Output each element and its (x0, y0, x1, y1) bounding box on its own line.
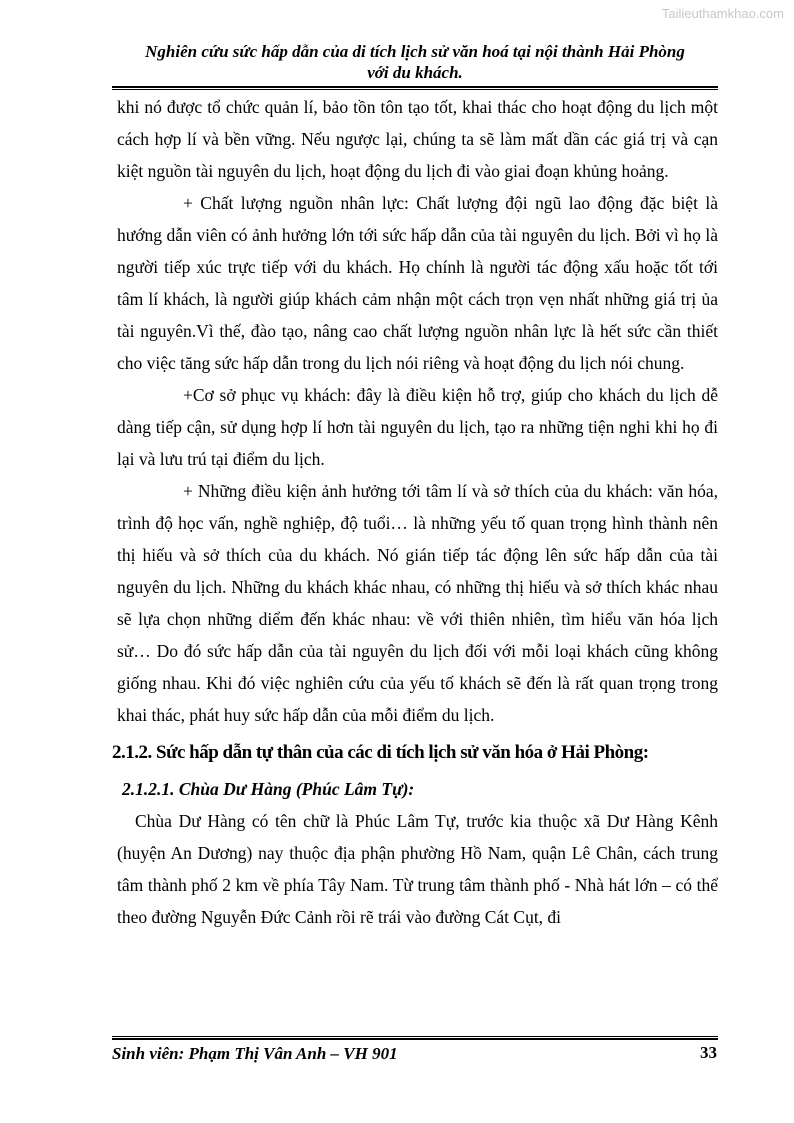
footer-author: Sinh viên: Phạm Thị Vân Anh – VH 901 (112, 1044, 398, 1063)
page-number: 33 (700, 1043, 717, 1062)
header-rule-thick (112, 86, 718, 88)
header-line-1: Nghiên cứu sức hấp dẫn của di tích lịch sử văn hoá tại nội thành Hải Phòng (145, 42, 685, 61)
header-line-2: với du khách. (367, 63, 463, 82)
paragraph-human-resources: + Chất lượng nguồn nhân lực: Chất lượng đội ngũ lao động đặc biệt là hướng dẫn viên có ảnh hưởng lớn tới sức hấp dẫn của tài nguyên du lịch. Bởi vì họ là người tiếp xúc trực tiếp với du khách. Họ chính là người tác động xấu hoặc tốt tới tâm lí khách, là người giúp khách cảm nhận một cách trọn vẹn nhất những giá trị ủa tài nguyên.Vì thế, đào tạo, nâng cao chất lượng nguồn nhân lực là hết sức cần thiết cho việc tăng sức hấp dẫn trong du lịch nói riêng và hoạt động du lịch nói chung. (117, 193, 718, 373)
header-rule-thin (112, 89, 718, 90)
paragraph-service-facilities: +Cơ sở phục vụ khách: đây là điều kiện hỗ trợ, giúp cho khách du lịch dễ dàng tiếp cận, sử dụng hợp lí hơn tài nguyên du lịch, tạo ra những tiện nghi khi họ đi lại và lưu trú tại điểm du lịch. (117, 385, 718, 469)
paragraph-continuation: khi nó được tổ chức quản lí, bảo tồn tôn tạo tốt, khai thác cho hoạt động du lịch một cách hợp lí và bền vững. Nếu ngược lại, chúng ta sẽ làm mất dần các giá trị và cạn kiệt nguồn tài nguyên du lịch, hoạt động du lịch đi vào giai đoạn khủng hoảng. (117, 97, 718, 181)
section-heading: 2.1.2. Sức hấp dẫn tự thân của các di tích lịch sử văn hóa ở Hải Phòng: (112, 742, 649, 763)
footer-rule-thin (112, 1036, 718, 1037)
page-body (112, 91, 718, 933)
running-header (112, 41, 718, 83)
paragraph-visitor-psychology: + Những điều kiện ảnh hưởng tới tâm lí và sở thích của du khách: văn hóa, trình độ học vấn, nghề nghiệp, độ tuổi… là những yếu tố quan trọng hình thành nên thị hiếu và sở thích của du khách. Nó gián tiếp tác động lên sức hấp dẫn của tài nguyên du lịch. Những du khách khác nhau, có những thị hiếu và sở thích khác nhau sẽ lựa chọn những diểm đến khác nhau: về với thiên nhiên, tìm hiểu văn hóa lịch sử… Do đó sức hấp dẫn của tài nguyên du lịch đối với mỗi loại khách cũng không giống nhau. Khi đó việc nghiên cứu của yếu tố khách sẽ đến là rất quan trọng trong khai thác, phát huy sức hấp dẫn của mỗi điểm du lịch. (117, 481, 718, 725)
watermark: Tailieuthamkhao.com (661, 6, 784, 21)
footer-rule-thick (112, 1038, 718, 1040)
paragraph-du-hang-pagoda: Chùa Dư Hàng có tên chữ là Phúc Lâm Tự, trước kia thuộc xã Dư Hàng Kênh (huyện An Dương) nay thuộc địa phận phường Hồ Nam, quận Lê Chân, cách trung tâm thành phố 2 km về phía Tây Nam. Từ trung tâm thành phố - Nhà hát lớn – có thể theo đường Nguyễn Đức Cảnh rồi rẽ trái vào đường Cát Cụt, đi (117, 811, 718, 927)
subsection-heading: 2.1.2.1. Chùa Dư Hàng (Phúc Lâm Tự): (122, 779, 415, 799)
